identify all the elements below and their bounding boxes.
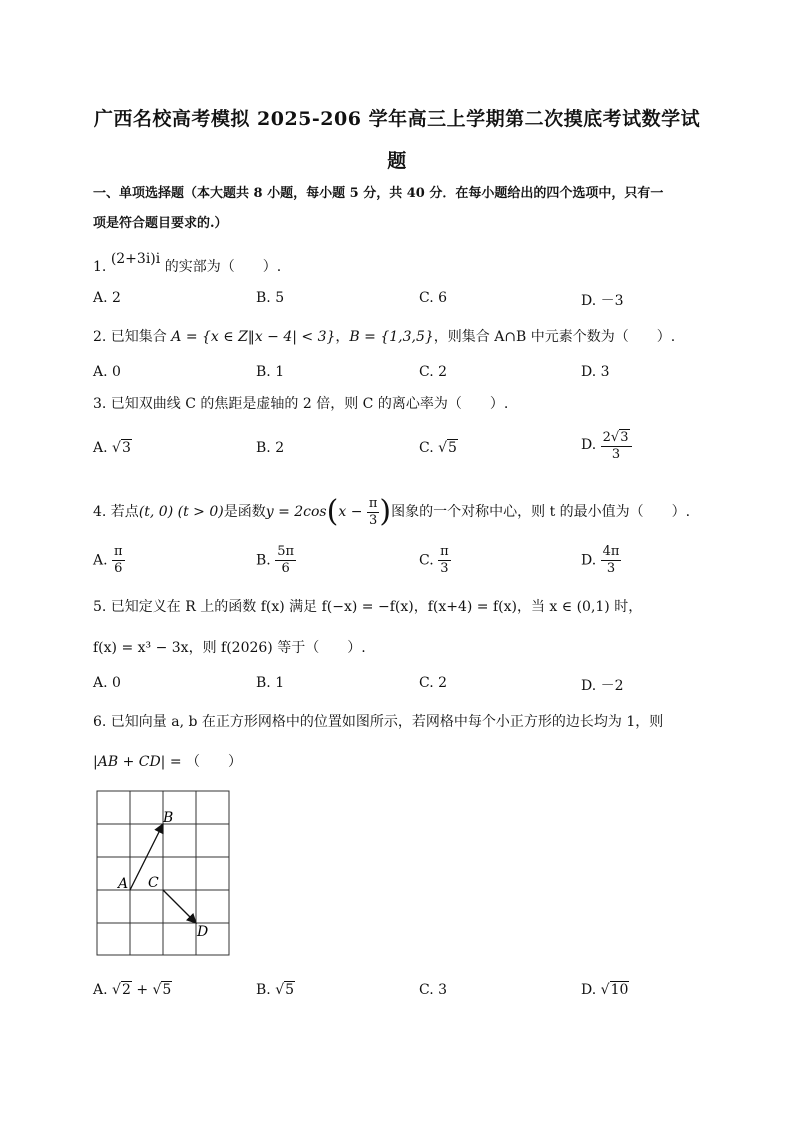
q5-option-d[interactable]: D. －2 bbox=[581, 678, 624, 694]
q1-option-a[interactable]: A. 2 bbox=[93, 290, 121, 306]
q6-grid-figure bbox=[96, 790, 230, 956]
q1-expression: (2+3i)i bbox=[110, 251, 161, 267]
q3-c-radicand: 5 bbox=[448, 440, 457, 456]
label-d: D bbox=[197, 924, 209, 940]
q3-option-b[interactable]: B. 2 bbox=[256, 440, 285, 456]
q1-number: 1. bbox=[93, 259, 107, 275]
q6-options bbox=[93, 982, 713, 1006]
q6-grid-svg bbox=[96, 790, 230, 956]
section-heading-line2: 项是符合题目要求的.） bbox=[93, 216, 228, 231]
q2-prefix: 2. 已知集合 bbox=[93, 329, 167, 345]
label-b: B bbox=[163, 810, 174, 826]
q3-a-radicand: 3 bbox=[121, 440, 131, 456]
question-6-line1: 6. 已知向量 a, b 在正方形网格中的位置如图所示，若网格中每个小正方形的边长均为 1，则 bbox=[93, 714, 664, 730]
q6-answer-paren: （ ） bbox=[186, 754, 243, 770]
exam-title-line2: 题 bbox=[387, 150, 407, 172]
q2-option-b[interactable]: B. 1 bbox=[256, 364, 285, 380]
q6-vector-expression: |AB + CD| = bbox=[93, 754, 182, 770]
question-5-line1: 5. 已知定义在 R 上的函数 f(x) 满足 f(−x) = −f(x)，f(x+4) = f(x)，当 x ∈ (0,1) 时， bbox=[93, 599, 643, 615]
question-3: 3. 已知双曲线 C 的焦距是虚轴的 2 倍，则 C 的离心率为（ ）. bbox=[93, 396, 509, 412]
q4-option-a[interactable]: A. $\frac{\pi}{6}$ bbox=[93, 544, 123, 576]
question-2 bbox=[93, 326, 675, 346]
q5-option-a[interactable]: A. 0 bbox=[93, 675, 121, 691]
q4-option-d[interactable]: D. $\frac{4\pi}{3}$ bbox=[581, 544, 620, 576]
q2-separator: ， bbox=[335, 329, 350, 345]
q5-option-b[interactable]: B. 1 bbox=[256, 675, 285, 691]
q1-text: 的实部为（ ）. bbox=[164, 259, 282, 275]
q4-point: (t, 0) (t > 0) bbox=[138, 504, 224, 520]
label-a: A bbox=[118, 876, 129, 892]
q4-option-b[interactable]: B. $\frac{5\pi}{6}$ bbox=[256, 544, 295, 576]
section-heading-line1: 一、单项选择题（本大题共 8 小题，每小题 5 分，共 40 分．在每小题给出的四个选项中，只有一 bbox=[93, 186, 664, 201]
q2-set-a: A = {x ∈ Z‖x − 4| < 3} bbox=[171, 329, 336, 345]
q4-option-c[interactable]: C. $\frac{\pi}{3}$ bbox=[419, 544, 449, 576]
question-6-line2 bbox=[93, 751, 242, 771]
question-1 bbox=[93, 251, 282, 276]
q2-option-d[interactable]: D. 3 bbox=[581, 364, 610, 380]
q1-option-c[interactable]: C. 6 bbox=[419, 290, 448, 306]
exam-title-line1: 广西名校高考模拟 2025-206 学年高三上学期第二次摸底考试数学试 bbox=[93, 108, 701, 130]
question-4: 4. 若点(t, 0) (t > 0)是函数y = 2cos(x − $\frac{\pi}{3}$ )图象的一个对称中心，则 t 的最小值为（ ）. bbox=[93, 494, 691, 529]
label-c: C bbox=[148, 875, 159, 891]
q5-option-c[interactable]: C. 2 bbox=[419, 675, 448, 691]
q4-function: y = 2cos bbox=[265, 504, 327, 520]
q1-option-b[interactable]: B. 5 bbox=[256, 290, 285, 306]
q6-option-c[interactable]: C. 3 bbox=[419, 982, 448, 998]
q2-set-b: B = {1,3,5} bbox=[349, 329, 434, 345]
q3-option-a[interactable]: A. √3 bbox=[93, 440, 131, 456]
q4-pi-over-3: $\frac{\pi}{3}$ bbox=[368, 495, 378, 528]
q2-option-c[interactable]: C. 2 bbox=[419, 364, 448, 380]
q2-text: ，则集合 A∩B 中元素个数为（ ）. bbox=[433, 329, 676, 345]
q2-option-a[interactable]: A. 0 bbox=[93, 364, 121, 380]
q3-d-fraction: $\frac{2√3}{3}$ bbox=[601, 430, 632, 463]
q5-options bbox=[93, 675, 713, 699]
q6-option-b[interactable]: B. √5 bbox=[256, 982, 295, 998]
q2-options bbox=[93, 364, 713, 388]
q1-option-d[interactable]: D. －3 bbox=[581, 293, 624, 309]
q1-options bbox=[93, 290, 713, 314]
vector-cd-arrow bbox=[163, 890, 196, 923]
q3-options bbox=[93, 430, 713, 474]
q4-options bbox=[93, 544, 713, 584]
q6-option-d[interactable]: D. √10 bbox=[581, 982, 629, 998]
q3-option-d[interactable]: D. $\frac{2√3}{3}$ bbox=[581, 430, 632, 463]
q6-option-a[interactable]: A. √2 + √5 bbox=[93, 982, 172, 998]
question-5-line2: f(x) = x³ − 3x，则 f(2026) 等于（ ）. bbox=[93, 640, 366, 656]
q3-option-c[interactable]: C. √5 bbox=[419, 440, 457, 456]
